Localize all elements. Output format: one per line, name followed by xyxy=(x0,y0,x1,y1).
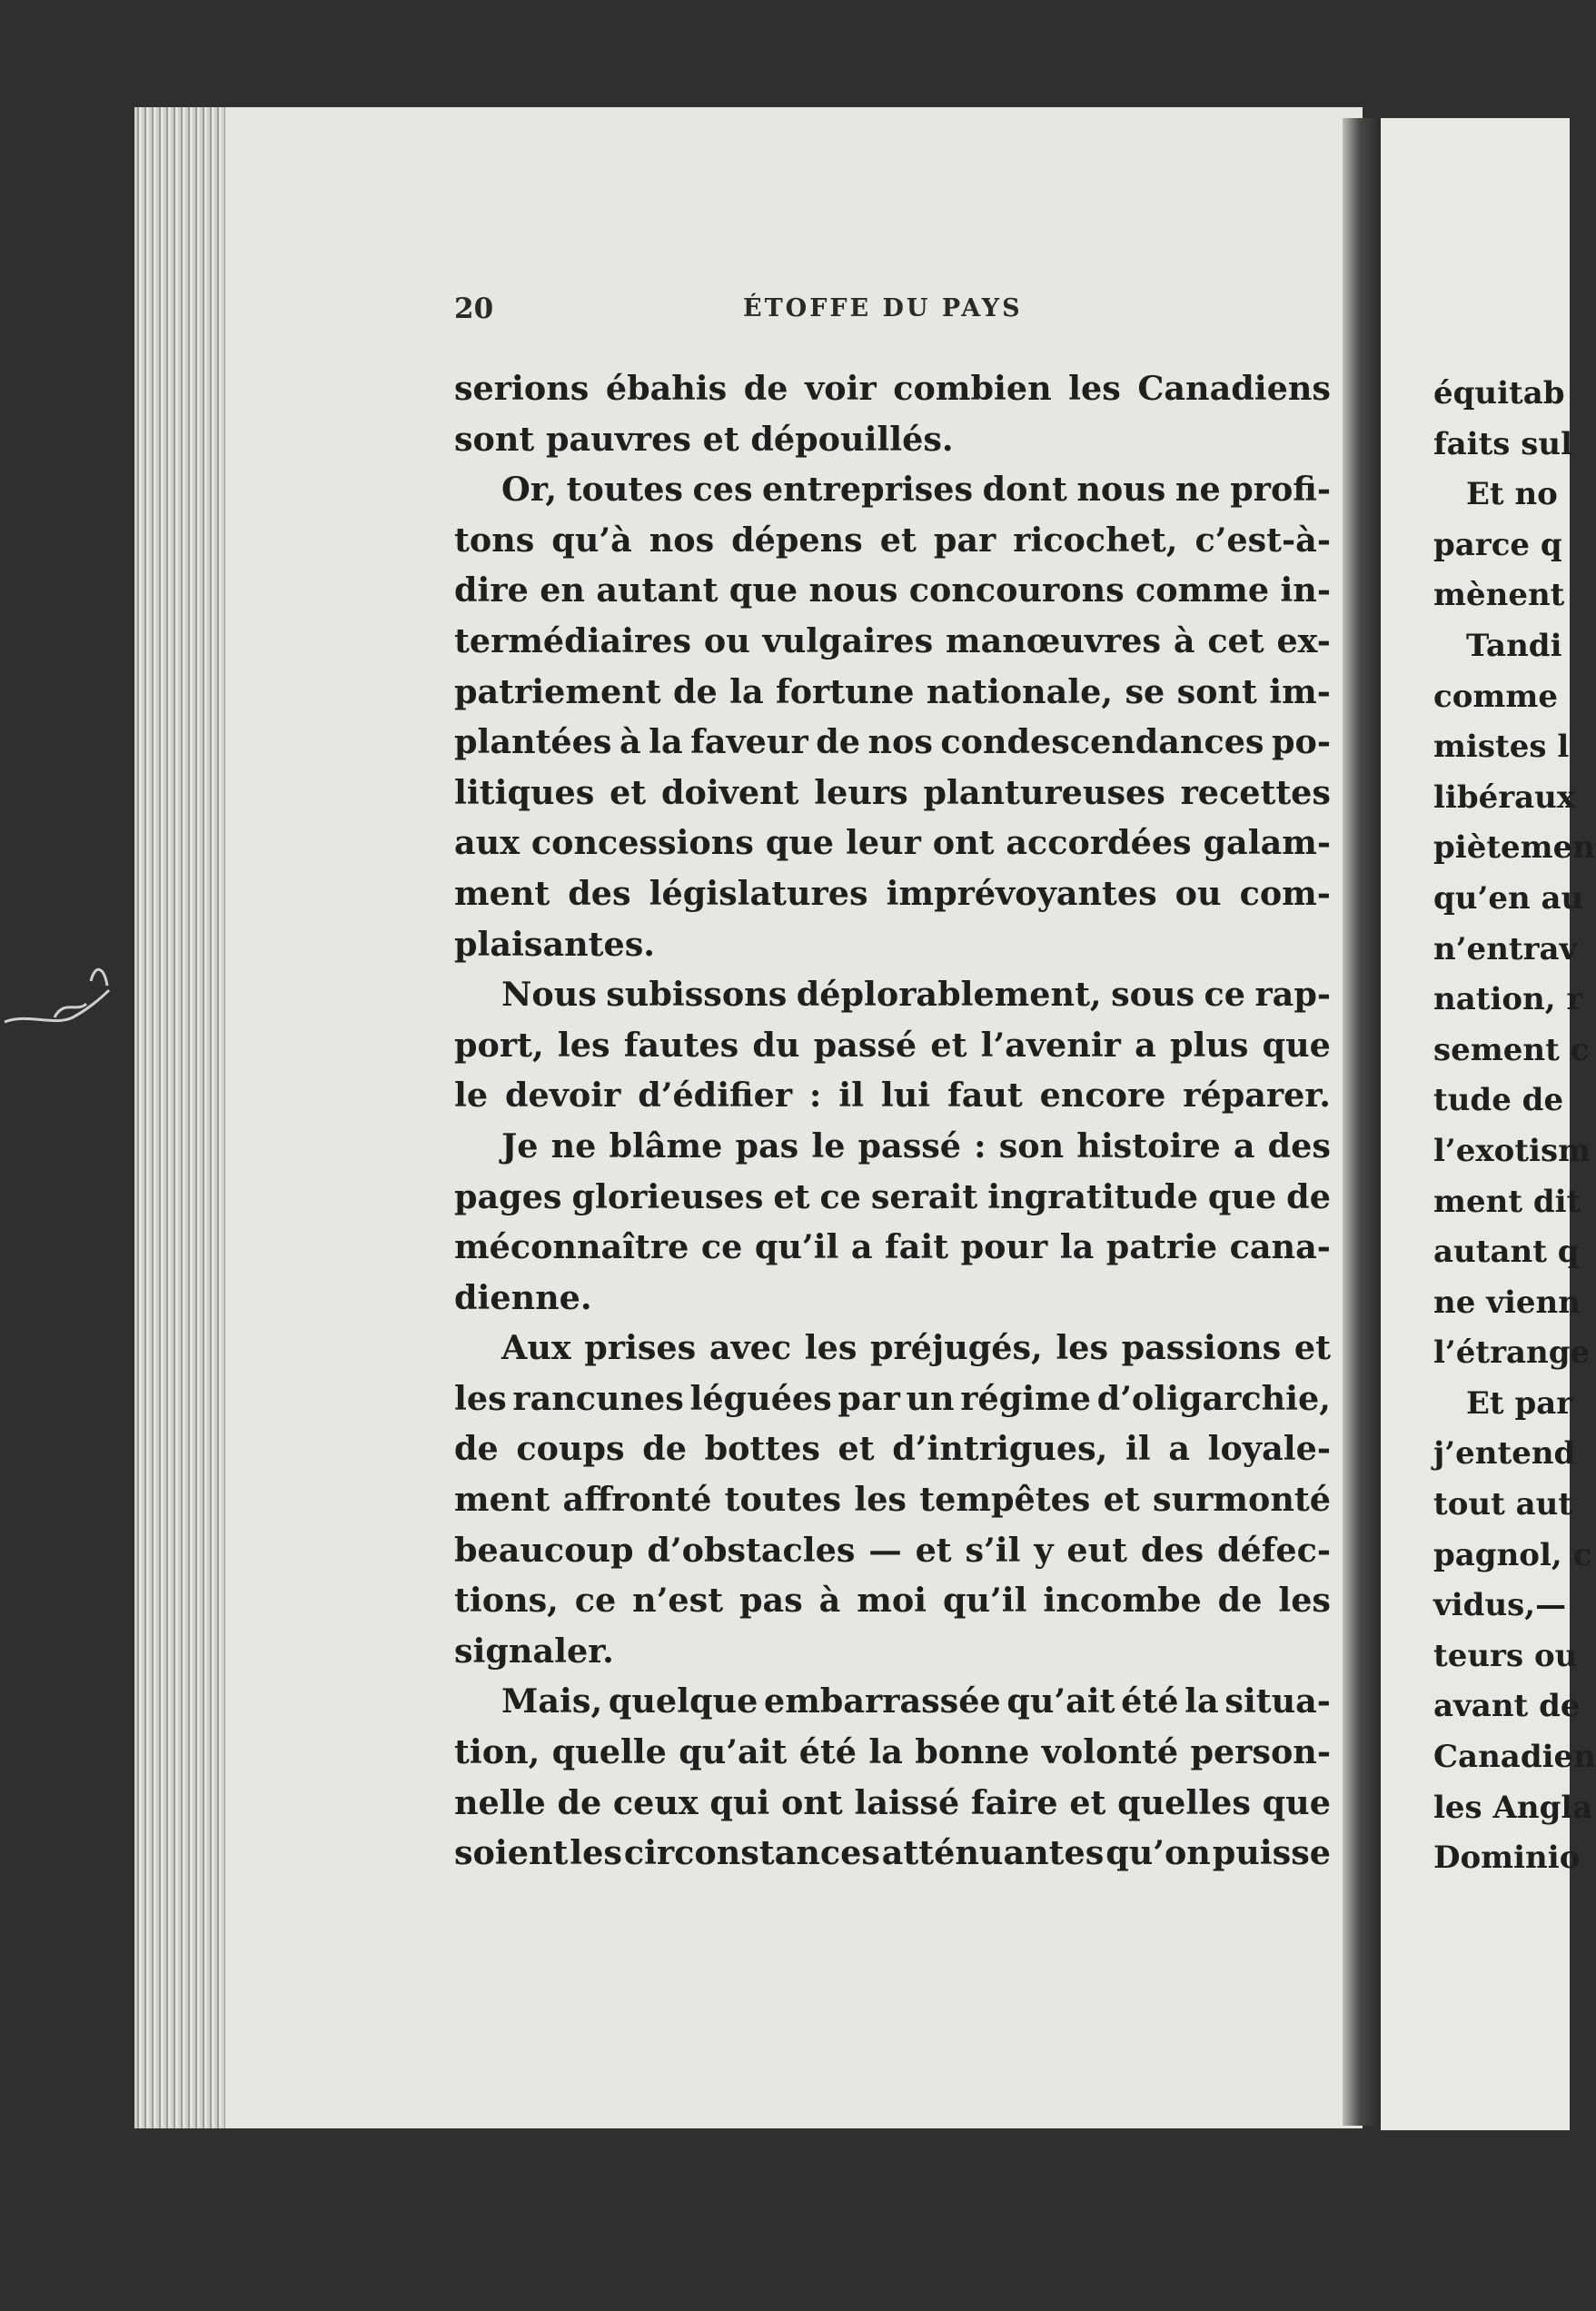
text-line: comme xyxy=(1433,678,1558,715)
text-line: pagnol, c xyxy=(1433,1536,1592,1573)
page-edges xyxy=(134,107,225,2128)
text-line: Aux prises avec les préjugés, les passions et xyxy=(501,1328,1331,1368)
text-line: dire en autant que nous concourons comme in- xyxy=(454,570,1331,610)
text-line: beaucoup d’obstacles — et s’il y eut des défec- xyxy=(454,1530,1331,1570)
text-line: de coups de bottes et d’intrigues, il a loyale- xyxy=(454,1429,1331,1469)
text-line: ne vienn xyxy=(1433,1284,1581,1321)
ink-scribble xyxy=(0,927,136,1036)
text-line: le devoir d’édifier : il lui faut encore réparer. xyxy=(454,1076,1331,1116)
text-line: aux concessions que leur ont accordées galam- xyxy=(454,823,1331,863)
text-line: patriement de la fortune nationale, se sont im- xyxy=(454,671,1331,711)
text-line: plaisantes. xyxy=(454,924,655,964)
text-line: avant de xyxy=(1433,1688,1581,1725)
text-line: piètemen xyxy=(1433,829,1595,867)
text-line: signaler. xyxy=(454,1631,614,1671)
text-line: mistes l xyxy=(1433,729,1570,766)
text-line: tout aut xyxy=(1433,1486,1573,1523)
text-line: tude de xyxy=(1433,1082,1564,1119)
text-line: les rancunes léguées par un régime d’oligarchie, xyxy=(454,1378,1331,1418)
text-line: Et par xyxy=(1466,1384,1573,1422)
text-line: libéraux xyxy=(1433,779,1576,816)
text-line: soient les circonstances atténuantes qu’on puisse xyxy=(454,1833,1331,1873)
text-line: pages glorieuses et ce serait ingratitude que de xyxy=(454,1176,1331,1216)
text-line: port, les fautes du passé et l’avenir a plus que xyxy=(454,1025,1331,1065)
running-title: ÉTOFFE DU PAYS xyxy=(743,294,1023,322)
book-gutter xyxy=(1343,118,1381,2126)
text-line: nelle de ceux qui ont laissé faire et quelles que xyxy=(454,1782,1331,1822)
text-line: teurs ou xyxy=(1433,1637,1578,1674)
text-line: faits sul xyxy=(1433,425,1573,462)
text-line: sont pauvres et dépouillés. xyxy=(454,419,954,459)
text-line: sement c xyxy=(1433,1031,1590,1068)
text-line: l’étrange xyxy=(1433,1334,1591,1372)
text-line: Et no xyxy=(1466,476,1558,513)
text-line: équitab xyxy=(1433,375,1565,412)
text-line: autant q xyxy=(1433,1234,1580,1271)
text-line: méconnaître ce qu’il a fait pour la patrie cana- xyxy=(454,1227,1331,1267)
text-line: Mais, quelque embarrassée qu’ait été la situa- xyxy=(501,1681,1331,1721)
text-line: Tandi xyxy=(1466,627,1562,664)
text-line: les Angla xyxy=(1433,1789,1593,1826)
text-line: tons qu’à nos dépens et par ricochet, c’est-à- xyxy=(454,520,1331,560)
text-line: ment affronté toutes les tempêtes et surmonté xyxy=(454,1480,1331,1520)
page-number: 20 xyxy=(454,293,494,325)
text-line: plantées à la faveur de nos condescendances po- xyxy=(454,722,1331,762)
text-line: Je ne blâme pas le passé : son histoire a des xyxy=(501,1126,1331,1165)
text-line: termédiaires ou vulgaires manœuvres à cet ex- xyxy=(454,620,1331,660)
text-line: tions, ce n’est pas à moi qu’il incombe de les xyxy=(454,1581,1331,1621)
text-line: vidus,— xyxy=(1433,1587,1567,1624)
right-page-body xyxy=(1433,369,1596,1884)
text-line: j’entend xyxy=(1433,1435,1576,1473)
text-line: ment des législatures imprévoyantes ou com- xyxy=(454,873,1331,913)
text-line: Or, toutes ces entreprises dont nous ne profi- xyxy=(501,470,1331,510)
text-line: l’exotism xyxy=(1433,1132,1591,1169)
text-line: Canadien xyxy=(1433,1739,1596,1776)
text-line: Dominio xyxy=(1433,1840,1581,1877)
text-line: ment dit xyxy=(1433,1183,1581,1220)
text-line: litiques et doivent leurs plantureuses recettes xyxy=(454,772,1331,812)
text-line: dienne. xyxy=(454,1277,592,1317)
text-line: tion, quelle qu’ait été la bonne volonté person- xyxy=(454,1732,1331,1772)
text-line: mènent xyxy=(1433,577,1565,614)
text-line: n’entrav xyxy=(1433,930,1578,967)
text-line: Nous subissons déplorablement, sous ce rap- xyxy=(501,975,1331,1015)
left-page-body xyxy=(454,363,1331,1879)
text-line: parce q xyxy=(1433,526,1562,563)
text-line: serions ébahis de voir combien les Canadiens xyxy=(454,369,1331,408)
text-line: qu’en au xyxy=(1433,879,1584,917)
text-line: nation, r xyxy=(1433,981,1583,1018)
